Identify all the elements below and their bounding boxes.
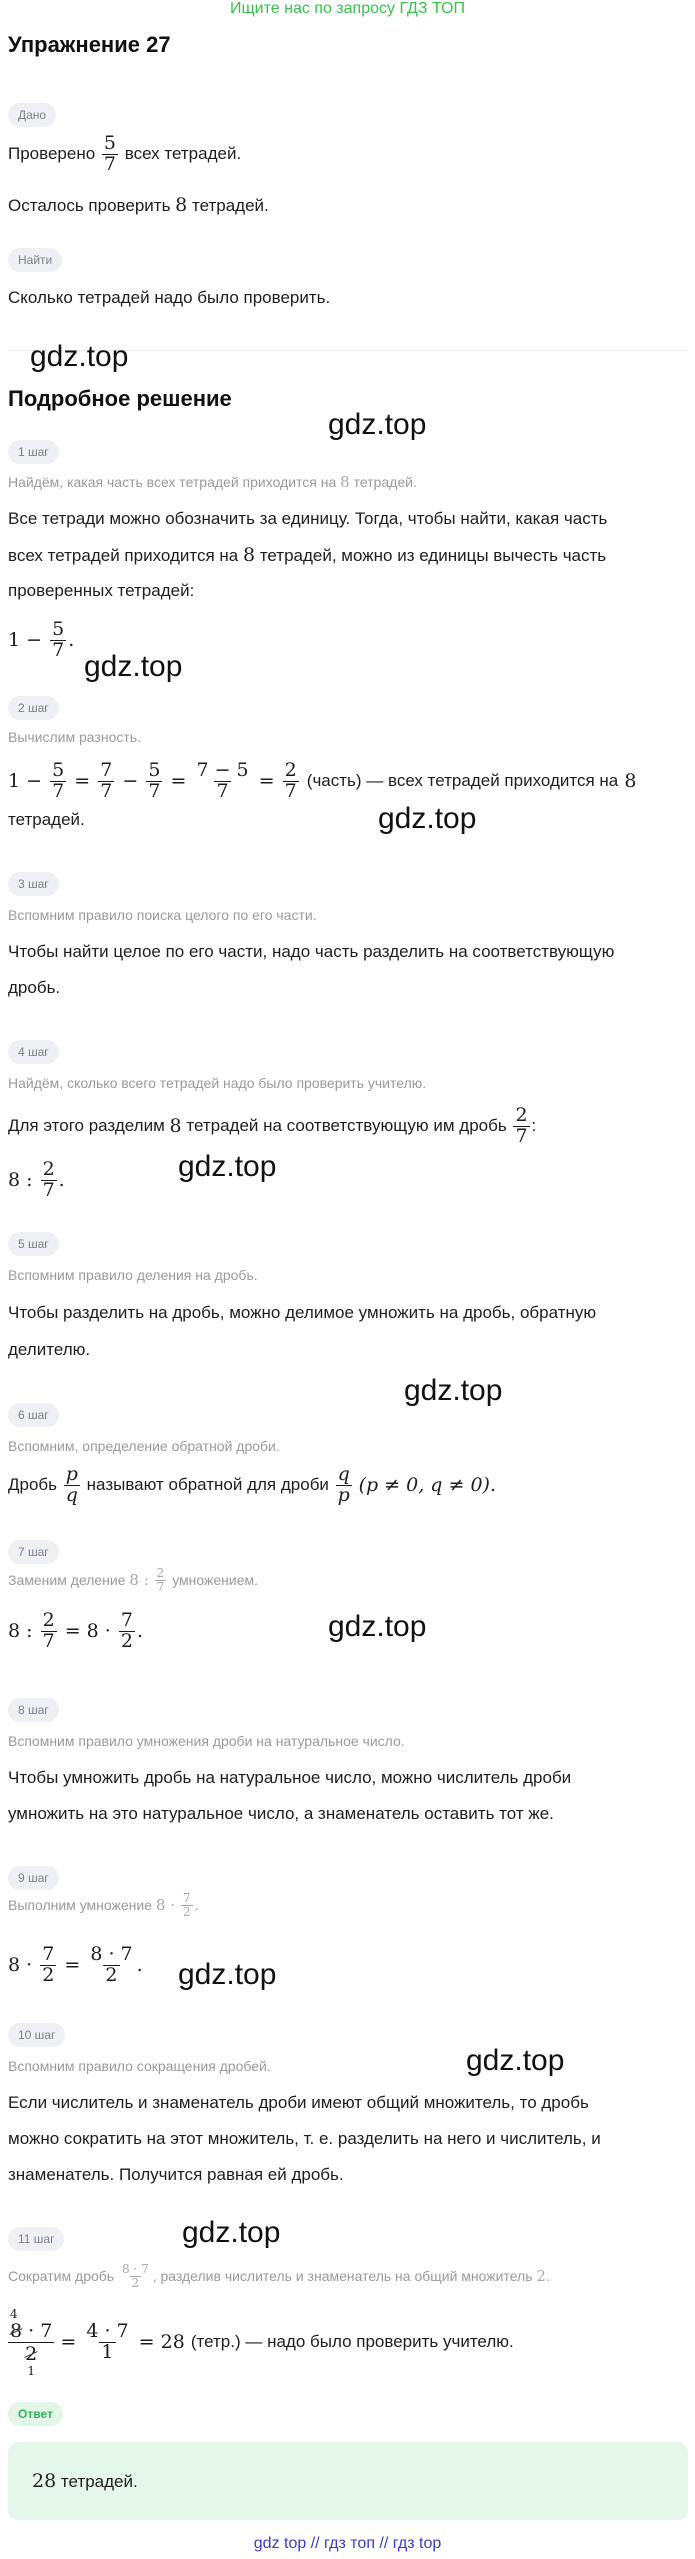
fraction: $\frac{p}{q}$ <box>65 1462 78 1506</box>
step-10-hint: Вспомним правило сокращения дробей. <box>8 2058 271 2074</box>
fraction: $\frac{2}{7}$ <box>42 1608 55 1652</box>
step-6-definition: Дробь $\frac{p}{q}$ называют обратной для дроби $\frac{q}{p}$ (p ≠ 0, q ≠ 0). <box>8 1462 497 1506</box>
step-8-hint: Вспомним правило умножения дроби на натуральное число. <box>8 1733 405 1749</box>
watermark: gdz.top <box>378 802 477 835</box>
step-10-label: 10 шаг <box>8 2023 65 2047</box>
step-3-hint: Вспомним правило поиска целого по его части. <box>8 907 317 923</box>
watermark: gdz.top <box>182 2216 281 2249</box>
find-label: Найти <box>8 248 62 272</box>
step-2-hint: Вычислим разность. <box>8 729 141 745</box>
step-5-hint: Вспомним правило деления на дробь. <box>8 1267 258 1283</box>
step-4-label: 4 шаг <box>8 1040 59 1064</box>
solution-title: Подробное решение <box>8 386 232 411</box>
step-3-p2: дробь. <box>8 978 61 997</box>
watermark: gdz.top <box>328 408 427 441</box>
step-9-expression: 8 · $\frac{7}{2}$ = $\frac{8 \cdot 7}{2}$ . <box>8 1942 143 1986</box>
fraction: $\frac{2}{7}$ <box>515 1103 528 1147</box>
step-2-tail: тетрадей. <box>8 810 85 829</box>
fraction: $\frac{q}{p}$ <box>337 1462 350 1506</box>
step-9-hint: Выполним умножение 8 · $\frac{7}{2}$ . <box>8 1890 199 1919</box>
step-1-p3: проверенных тетрадей: <box>8 581 195 600</box>
step-11-hint: Сократим дробь $\frac{8 \cdot 7}{2}$ , разделив числитель и знаменатель на общий множитель 2 . <box>8 2261 550 2290</box>
step-10-p2: можно сократить на этот множитель, т. е. разделить на него и числитель, и <box>8 2129 601 2148</box>
fraction: $\frac{2}{7}$ <box>42 1157 55 1201</box>
step-8-p1: Чтобы умножить дробь на натуральное число, можно числитель дроби <box>8 1768 572 1787</box>
watermark: gdz.top <box>404 1374 503 1407</box>
step-6-hint: Вспомним, определение обратной дроби. <box>8 1438 280 1454</box>
watermark: gdz.top <box>178 1958 277 1991</box>
watermark: gdz.top <box>466 2044 565 2077</box>
step-11-label: 11 шаг <box>8 2227 64 2251</box>
step-3-label: 3 шаг <box>8 872 59 896</box>
step-7-expression: 8 : $\frac{2}{7}$ = 8 · $\frac{7}{2}$ . <box>8 1608 144 1652</box>
exercise-title: Упражнение 27 <box>8 32 171 57</box>
fraction: $\frac{2}{7}$ <box>284 758 297 802</box>
step-8-p2: умножить на это натуральное число, а знаменатель оставить тот же. <box>8 1804 554 1823</box>
step-1-p1: Все тетради можно обозначить за единицу. Тогда, чтобы найти, какая часть <box>8 509 608 528</box>
step-6-label: 6 шаг <box>8 1403 59 1427</box>
fraction: $\frac{5}{7}$ <box>52 617 65 661</box>
step-2-expression: 1 − $\frac{5}{7}$ = $\frac{7}{7}$ − $\frac{5}{7}$ = $\frac{7 - 5}{7}$ = $\frac{2}{7}$ (часть) — всех тетрадей приходится на 8 <box>8 758 637 802</box>
watermark: gdz.top <box>178 1150 277 1183</box>
watermark: gdz.top <box>30 340 129 373</box>
fraction: $\frac{5}{7}$ <box>148 758 161 802</box>
step-4-expression: 8 : $\frac{2}{7}$ . <box>8 1157 65 1201</box>
step-11-expression: 4 8 · 7 2 1 = $\frac{4 \cdot 7}{1}$ = 28 (тетр.) — надо было проверить учителю. <box>10 2306 514 2378</box>
cancelled-fraction: 4 8 · 7 2 1 <box>10 2306 53 2378</box>
watermark: gdz.top <box>328 1610 427 1643</box>
step-10-p1: Если числитель и знаменатель дроби имеют общий множитель, то дробь <box>8 2093 589 2112</box>
footer-links[interactable]: gdz top // гдз топ // гдз top <box>253 2535 442 2552</box>
fraction: $\frac{7}{7}$ <box>100 758 113 802</box>
fraction: $\frac{7}{2}$ <box>120 1608 133 1652</box>
search-banner[interactable]: Ищите нас по запросу ГДЗ ТОП <box>230 0 465 17</box>
fraction: $\frac{5}{7}$ <box>52 758 65 802</box>
fraction: $\frac{7}{2}$ <box>42 1942 55 1986</box>
given-label: Дано <box>8 103 56 127</box>
answer-label: Ответ <box>8 2402 63 2426</box>
step-3-p1: Чтобы найти целое по его части, надо часть разделить на соответствующую <box>8 942 615 961</box>
step-10-p3: знаменатель. Получится равная ей дробь. <box>8 2165 344 2184</box>
given-line-1: Проверено $\frac{5}{7}$ всех тетрадей. <box>8 131 242 175</box>
fraction: $\frac{8 \cdot 7}{2}$ <box>121 2261 149 2290</box>
step-5-p1: Чтобы разделить на дробь, можно делимое умножить на дробь, обратную <box>8 1303 597 1322</box>
step-1-p2: всех тетрадей приходится на 8 тетрадей, можно из единицы вычесть часть <box>8 544 607 566</box>
fraction: $\frac{4 \cdot 7}{1}$ <box>86 2319 129 2363</box>
answer-text: 28 тетрадей. <box>32 2470 138 2492</box>
step-7-label: 7 шаг <box>8 1540 59 1564</box>
fraction: $\frac{2}{7}$ <box>156 1565 165 1594</box>
step-5-p2: делителю. <box>8 1340 91 1359</box>
fraction: $\frac{5}{7}$ <box>103 131 117 175</box>
step-1-label: 1 шаг <box>8 440 59 464</box>
step-5-label: 5 шаг <box>8 1232 59 1256</box>
step-8-label: 8 шаг <box>8 1698 59 1722</box>
fraction: $\frac{7 - 5}{7}$ <box>196 758 249 802</box>
step-2-label: 2 шаг <box>8 696 59 720</box>
watermark: gdz.top <box>84 650 183 683</box>
step-4-hint: Найдём, сколько всего тетрадей надо было проверить учителю. <box>8 1075 427 1091</box>
step-7-hint: Заменим деление 8 : $\frac{2}{7}$ умножением. <box>8 1565 259 1594</box>
given-line-2: Осталось проверить 8 тетрадей. <box>8 194 269 216</box>
fraction: $\frac{7}{2}$ <box>182 1890 191 1919</box>
find-text: Сколько тетрадей надо было проверить. <box>8 288 331 307</box>
fraction: $\frac{8 \cdot 7}{2}$ <box>90 1942 133 1986</box>
step-4-p1: Для этого разделим 8 тетрадей на соответствующую им дробь $\frac{2}{7}$ : <box>8 1103 537 1147</box>
step-1-expression: 1 − $\frac{5}{7}$ . <box>8 617 75 661</box>
step-9-label: 9 шаг <box>8 1866 59 1890</box>
step-1-hint: Найдём, какая часть всех тетрадей приходится на 8 тетрадей. <box>8 473 417 491</box>
